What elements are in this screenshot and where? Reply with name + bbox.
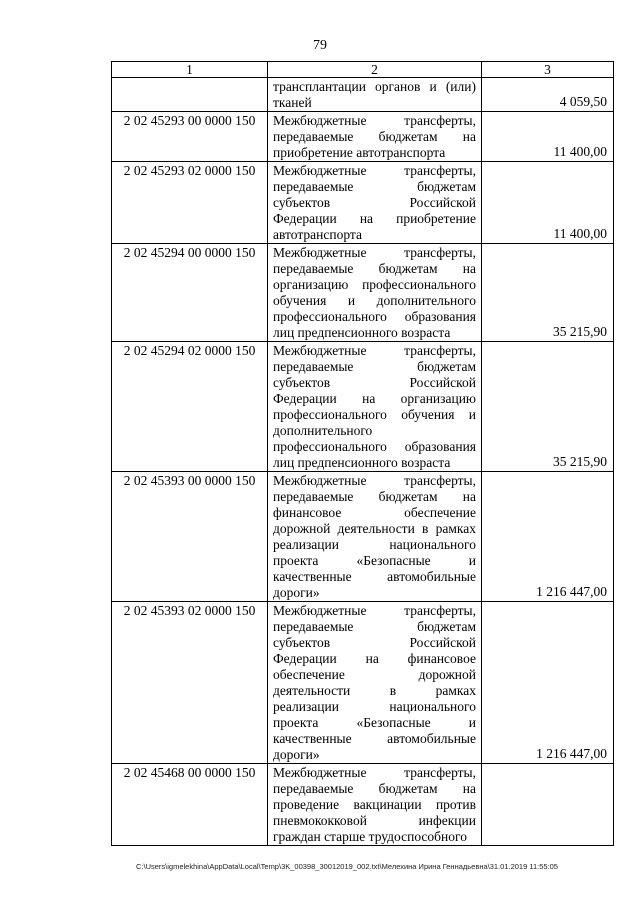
description-line: пневмококковой инфекции [273, 813, 476, 828]
description-line: приобретение автотранспорта [273, 145, 446, 160]
description-line: передаваемые бюджетам на [273, 129, 476, 144]
budget-code-cell: 2 02 45393 00 0000 150 [112, 472, 268, 602]
description-line: автотранспорта [273, 227, 362, 242]
budget-code-cell [112, 78, 268, 112]
description-line: Федерации на финансовое [273, 651, 476, 666]
description-line: проведение вакцинации против [273, 797, 476, 812]
budget-code-cell: 2 02 45393 02 0000 150 [112, 602, 268, 764]
description-line: Межбюджетные трансферты, [273, 765, 476, 780]
description-line: качественные автомобильные [273, 569, 476, 584]
description-line: дорожной деятельности в рамках [273, 521, 476, 536]
table-row [112, 472, 614, 602]
description-line: Межбюджетные трансферты, [273, 163, 476, 178]
amount-cell: 35 215,90 [482, 342, 614, 472]
description-line: реализации национального [273, 699, 476, 714]
description-line: тканей [273, 95, 312, 110]
description-line: лиц предпенсионного возраста [273, 325, 451, 340]
amount-cell [482, 764, 614, 846]
description-line: Межбюджетные трансферты, [273, 343, 476, 358]
description-line: Федерации на организацию [273, 391, 476, 406]
description-line: Межбюджетные трансферты, [273, 473, 476, 488]
description-line: лиц предпенсионного возраста [273, 455, 451, 470]
table-row [112, 78, 614, 112]
description-line: обеспечение дорожной [273, 667, 476, 682]
budget-table [111, 61, 614, 846]
amount-cell: 1 216 447,00 [482, 472, 614, 602]
description-line: Межбюджетные трансферты, [273, 113, 476, 128]
table-row [112, 602, 614, 764]
budget-code-cell: 2 02 45468 00 0000 150 [112, 764, 268, 846]
table-row [112, 764, 614, 846]
table-row [112, 112, 614, 162]
budget-code-cell: 2 02 45294 02 0000 150 [112, 342, 268, 472]
description-cell [268, 78, 482, 112]
description-line: качественные автомобильные [273, 731, 476, 746]
amount-cell: 11 400,00 [482, 162, 614, 244]
description-line: деятельности в рамках [273, 683, 476, 698]
description-line: Федерации на приобретение [273, 211, 476, 226]
budget-code-cell: 2 02 45293 00 0000 150 [112, 112, 268, 162]
description-line: передаваемые бюджетам на [273, 781, 476, 796]
column-header: 1 [112, 62, 268, 78]
description-cell [268, 244, 482, 342]
description-line: субъектов Российской [273, 375, 476, 390]
description-line: профессионального обучения и [273, 407, 476, 422]
table-row [112, 342, 614, 472]
description-line: проекта «Безопасные и [273, 715, 476, 730]
column-header: 2 [268, 62, 482, 78]
description-line: реализации национального [273, 537, 476, 552]
description-line: трансплантации органов и (или) [273, 79, 476, 94]
page-number: 79 [313, 38, 327, 53]
description-line: передаваемые бюджетам на [273, 489, 476, 504]
amount-cell: 4 059,50 [482, 78, 614, 112]
amount-cell: 11 400,00 [482, 112, 614, 162]
budget-code-cell: 2 02 45293 02 0000 150 [112, 162, 268, 244]
description-line: обучения и дополнительного [273, 293, 476, 308]
description-cell [268, 602, 482, 764]
description-line: профессионального образования [273, 309, 476, 324]
file-path-footer: C:\Users\igmelekhina\AppData\Local\Temp\3K_00398_30012019_002.txt\Мелехина Ирина Геннадьевна\31.01.2019 11:55:05 [136, 862, 558, 871]
column-header: 3 [482, 62, 614, 78]
description-line: субъектов Российской [273, 195, 476, 210]
description-cell [268, 112, 482, 162]
description-cell [268, 472, 482, 602]
table-header-row [112, 62, 614, 78]
table-row [112, 162, 614, 244]
description-line: финансовое обеспечение [273, 505, 476, 520]
description-line: Межбюджетные трансферты, [273, 245, 476, 260]
budget-code-cell: 2 02 45294 00 0000 150 [112, 244, 268, 342]
description-line: передаваемые бюджетам на [273, 261, 476, 276]
description-cell [268, 764, 482, 846]
description-line: субъектов Российской [273, 635, 476, 650]
table-row [112, 244, 614, 342]
description-line: дополнительного [273, 423, 373, 438]
amount-cell: 1 216 447,00 [482, 602, 614, 764]
description-line: передаваемые бюджетам [273, 619, 476, 634]
description-line: проекта «Безопасные и [273, 553, 476, 568]
description-line: профессионального образования [273, 439, 476, 454]
amount-cell: 35 215,90 [482, 244, 614, 342]
description-line: организацию профессионального [273, 277, 476, 292]
description-line: Межбюджетные трансферты, [273, 603, 476, 618]
description-line: граждан старше трудоспособного [273, 829, 467, 844]
description-cell [268, 342, 482, 472]
description-line: дороги» [273, 585, 320, 600]
description-line: дороги» [273, 747, 320, 762]
description-line: передаваемые бюджетам [273, 179, 476, 194]
description-line: передаваемые бюджетам [273, 359, 476, 374]
description-cell [268, 162, 482, 244]
